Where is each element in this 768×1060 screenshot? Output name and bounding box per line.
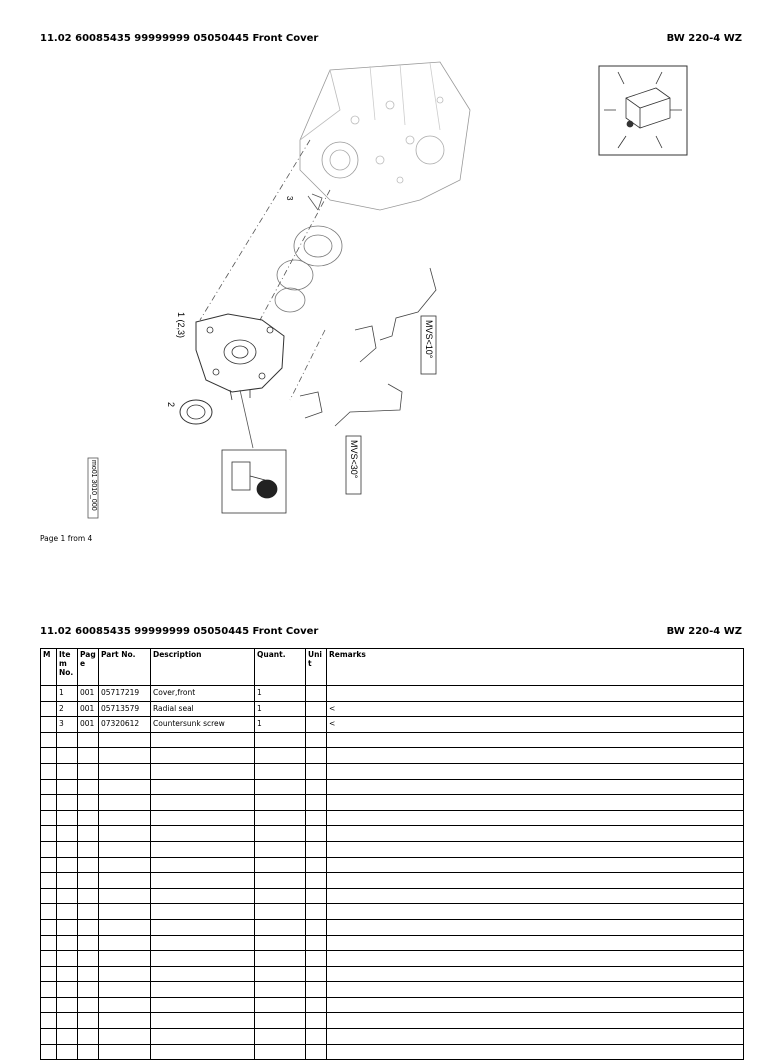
empty-cell xyxy=(57,795,78,811)
empty-cell xyxy=(99,888,151,904)
empty-cell xyxy=(255,904,306,920)
empty-cell xyxy=(57,826,78,842)
col-header-page: Pag e xyxy=(78,649,99,686)
parts-table xyxy=(40,648,744,1060)
empty-cell xyxy=(41,763,57,779)
page-title-2: 11.02 60085435 99999999 05050445 Front Cover xyxy=(40,626,319,637)
empty-cell xyxy=(57,748,78,764)
empty-cell xyxy=(327,966,744,982)
callout-1: 1 (2,3) xyxy=(176,312,186,339)
empty-cell xyxy=(78,763,99,779)
cell-part-no: 05713579 xyxy=(99,701,151,717)
empty-table-row xyxy=(41,857,744,873)
empty-cell xyxy=(306,888,327,904)
empty-cell xyxy=(151,732,255,748)
empty-cell xyxy=(306,982,327,998)
empty-cell xyxy=(327,1013,744,1029)
empty-cell xyxy=(41,779,57,795)
empty-cell xyxy=(327,997,744,1013)
empty-cell xyxy=(255,748,306,764)
empty-cell xyxy=(255,1013,306,1029)
empty-cell xyxy=(151,997,255,1013)
empty-cell xyxy=(78,888,99,904)
empty-cell xyxy=(41,857,57,873)
empty-cell xyxy=(57,951,78,967)
cell-item-no: 2 xyxy=(57,701,78,717)
table-row xyxy=(41,701,744,717)
empty-cell xyxy=(41,997,57,1013)
empty-cell xyxy=(57,810,78,826)
empty-cell xyxy=(78,951,99,967)
empty-cell xyxy=(151,982,255,998)
empty-cell xyxy=(99,873,151,889)
empty-cell xyxy=(78,1044,99,1060)
empty-cell xyxy=(41,1044,57,1060)
empty-cell xyxy=(151,1029,255,1045)
empty-cell xyxy=(306,919,327,935)
empty-cell xyxy=(57,763,78,779)
empty-cell xyxy=(306,826,327,842)
empty-cell xyxy=(99,763,151,779)
col-header-m: M xyxy=(41,649,57,686)
empty-cell xyxy=(57,997,78,1013)
empty-cell xyxy=(151,779,255,795)
empty-cell xyxy=(327,1029,744,1045)
empty-cell xyxy=(327,904,744,920)
empty-cell xyxy=(255,826,306,842)
empty-cell xyxy=(306,1013,327,1029)
empty-cell xyxy=(99,841,151,857)
empty-cell xyxy=(78,904,99,920)
empty-cell xyxy=(151,873,255,889)
empty-cell xyxy=(99,795,151,811)
cell-item-no: 3 xyxy=(57,717,78,733)
empty-cell xyxy=(78,1029,99,1045)
empty-cell xyxy=(255,888,306,904)
empty-cell xyxy=(255,763,306,779)
empty-cell xyxy=(306,857,327,873)
empty-table-row xyxy=(41,982,744,998)
empty-cell xyxy=(99,997,151,1013)
empty-cell xyxy=(78,732,99,748)
empty-table-row xyxy=(41,795,744,811)
cell-item-no: 1 xyxy=(57,686,78,702)
empty-cell xyxy=(41,795,57,811)
cell-remarks: < xyxy=(327,701,744,717)
cell-m xyxy=(41,686,57,702)
empty-cell xyxy=(41,841,57,857)
empty-cell xyxy=(151,1044,255,1060)
empty-cell xyxy=(255,795,306,811)
table-row xyxy=(41,686,744,702)
empty-cell xyxy=(255,997,306,1013)
empty-cell xyxy=(306,951,327,967)
empty-cell xyxy=(151,748,255,764)
label-mvs-10: MVS<10° xyxy=(424,320,434,359)
cell-quantity: 1 xyxy=(255,701,306,717)
cell-remarks: < xyxy=(327,717,744,733)
empty-cell xyxy=(99,857,151,873)
empty-cell xyxy=(99,732,151,748)
col-header-description: Description xyxy=(151,649,255,686)
empty-table-row xyxy=(41,935,744,951)
table-header-row xyxy=(41,649,744,686)
empty-cell xyxy=(78,966,99,982)
empty-cell xyxy=(151,919,255,935)
cell-part-no: 05717219 xyxy=(99,686,151,702)
cell-part-no: 07320612 xyxy=(99,717,151,733)
label-mvs-30: MVS<30° xyxy=(349,440,359,479)
empty-cell xyxy=(57,873,78,889)
empty-cell xyxy=(306,779,327,795)
empty-table-row xyxy=(41,732,744,748)
empty-cell xyxy=(57,857,78,873)
empty-cell xyxy=(327,779,744,795)
empty-cell xyxy=(255,935,306,951)
empty-cell xyxy=(255,873,306,889)
cell-quantity: 1 xyxy=(255,686,306,702)
empty-cell xyxy=(78,826,99,842)
empty-cell xyxy=(327,919,744,935)
empty-table-row xyxy=(41,779,744,795)
empty-cell xyxy=(41,904,57,920)
empty-cell xyxy=(151,1013,255,1029)
callout-3: 3 xyxy=(285,196,294,201)
empty-cell xyxy=(78,748,99,764)
empty-cell xyxy=(306,873,327,889)
empty-table-row xyxy=(41,763,744,779)
empty-cell xyxy=(306,904,327,920)
drawing-id: mo01 3010_000 xyxy=(90,460,97,511)
page-header-2 xyxy=(40,626,742,637)
empty-cell xyxy=(78,841,99,857)
callout-2: 2 xyxy=(166,402,176,408)
empty-cell xyxy=(57,1029,78,1045)
empty-cell xyxy=(255,857,306,873)
empty-cell xyxy=(57,982,78,998)
empty-table-row xyxy=(41,873,744,889)
empty-cell xyxy=(99,935,151,951)
empty-cell xyxy=(327,857,744,873)
empty-cell xyxy=(327,763,744,779)
empty-cell xyxy=(151,810,255,826)
empty-cell xyxy=(306,810,327,826)
empty-cell xyxy=(327,982,744,998)
empty-cell xyxy=(255,919,306,935)
empty-cell xyxy=(327,795,744,811)
page-title: 11.02 60085435 99999999 05050445 Front Cover xyxy=(40,33,319,44)
empty-cell xyxy=(327,810,744,826)
empty-cell xyxy=(78,997,99,1013)
empty-cell xyxy=(306,763,327,779)
cell-quantity: 1 xyxy=(255,717,306,733)
empty-cell xyxy=(99,748,151,764)
empty-cell xyxy=(57,904,78,920)
empty-cell xyxy=(41,919,57,935)
cell-unit xyxy=(306,701,327,717)
empty-cell xyxy=(151,763,255,779)
empty-cell xyxy=(78,1013,99,1029)
empty-cell xyxy=(99,826,151,842)
empty-cell xyxy=(78,935,99,951)
empty-cell xyxy=(255,1044,306,1060)
empty-table-row xyxy=(41,826,744,842)
empty-table-row xyxy=(41,841,744,857)
empty-cell xyxy=(255,779,306,795)
empty-cell xyxy=(99,1013,151,1029)
empty-cell xyxy=(41,935,57,951)
empty-cell xyxy=(57,732,78,748)
empty-cell xyxy=(306,748,327,764)
empty-cell xyxy=(327,841,744,857)
empty-cell xyxy=(306,732,327,748)
empty-cell xyxy=(327,935,744,951)
col-header-quantity: Quant. xyxy=(255,649,306,686)
cell-m xyxy=(41,701,57,717)
empty-cell xyxy=(151,951,255,967)
empty-cell xyxy=(41,732,57,748)
empty-cell xyxy=(99,779,151,795)
cell-page: 001 xyxy=(78,686,99,702)
empty-cell xyxy=(41,888,57,904)
empty-cell xyxy=(57,841,78,857)
empty-table-row xyxy=(41,966,744,982)
empty-cell xyxy=(327,732,744,748)
empty-table-row xyxy=(41,904,744,920)
empty-cell xyxy=(99,951,151,967)
empty-table-row xyxy=(41,810,744,826)
empty-cell xyxy=(41,748,57,764)
empty-cell xyxy=(57,935,78,951)
empty-table-row xyxy=(41,888,744,904)
cell-unit xyxy=(306,686,327,702)
empty-cell xyxy=(41,826,57,842)
empty-cell xyxy=(151,857,255,873)
empty-cell xyxy=(99,904,151,920)
empty-cell xyxy=(78,795,99,811)
empty-cell xyxy=(99,810,151,826)
empty-cell xyxy=(78,810,99,826)
empty-cell xyxy=(306,841,327,857)
cell-remarks xyxy=(327,686,744,702)
empty-cell xyxy=(78,982,99,998)
empty-cell xyxy=(41,810,57,826)
empty-table-row xyxy=(41,748,744,764)
cell-description: Radial seal xyxy=(151,701,255,717)
empty-table-row xyxy=(41,919,744,935)
cell-page: 001 xyxy=(78,717,99,733)
empty-cell xyxy=(327,951,744,967)
empty-cell xyxy=(255,982,306,998)
table-row xyxy=(41,717,744,733)
empty-cell xyxy=(327,1044,744,1060)
empty-cell xyxy=(306,1029,327,1045)
empty-cell xyxy=(41,873,57,889)
empty-cell xyxy=(327,748,744,764)
empty-cell xyxy=(255,951,306,967)
empty-cell xyxy=(78,919,99,935)
empty-cell xyxy=(255,966,306,982)
empty-cell xyxy=(78,779,99,795)
page-number: Page 1 from 4 xyxy=(40,534,93,543)
empty-cell xyxy=(255,1029,306,1045)
col-header-remarks: Remarks xyxy=(327,649,744,686)
empty-cell xyxy=(99,982,151,998)
empty-cell xyxy=(255,841,306,857)
empty-cell xyxy=(99,966,151,982)
empty-cell xyxy=(327,826,744,842)
empty-cell xyxy=(57,966,78,982)
cell-description: Cover,front xyxy=(151,686,255,702)
empty-table-row xyxy=(41,1013,744,1029)
empty-cell xyxy=(327,873,744,889)
model-label: BW 220-4 WZ xyxy=(666,33,742,44)
empty-cell xyxy=(41,982,57,998)
model-label-2: BW 220-4 WZ xyxy=(666,626,742,637)
cell-m xyxy=(41,717,57,733)
empty-table-row xyxy=(41,1029,744,1045)
empty-cell xyxy=(78,857,99,873)
empty-table-row xyxy=(41,997,744,1013)
empty-cell xyxy=(306,1044,327,1060)
empty-cell xyxy=(151,841,255,857)
empty-cell xyxy=(99,1029,151,1045)
empty-cell xyxy=(41,951,57,967)
col-header-item: Ite m No. xyxy=(57,649,78,686)
empty-cell xyxy=(151,966,255,982)
empty-cell xyxy=(57,779,78,795)
empty-cell xyxy=(78,873,99,889)
empty-cell xyxy=(41,1013,57,1029)
cell-page: 001 xyxy=(78,701,99,717)
empty-cell xyxy=(151,826,255,842)
empty-cell xyxy=(306,966,327,982)
empty-cell xyxy=(151,935,255,951)
cell-unit xyxy=(306,717,327,733)
empty-cell xyxy=(255,732,306,748)
col-header-part-no: Part No. xyxy=(99,649,151,686)
empty-cell xyxy=(306,997,327,1013)
empty-cell xyxy=(151,795,255,811)
empty-cell xyxy=(255,810,306,826)
empty-cell xyxy=(99,919,151,935)
empty-cell xyxy=(306,795,327,811)
empty-cell xyxy=(57,919,78,935)
empty-table-row xyxy=(41,951,744,967)
empty-cell xyxy=(151,904,255,920)
empty-cell xyxy=(99,1044,151,1060)
empty-cell xyxy=(57,1013,78,1029)
empty-cell xyxy=(151,888,255,904)
empty-cell xyxy=(57,888,78,904)
empty-cell xyxy=(327,888,744,904)
empty-cell xyxy=(57,1044,78,1060)
empty-cell xyxy=(306,935,327,951)
empty-table-row xyxy=(41,1044,744,1060)
col-header-unit: Uni t xyxy=(306,649,327,686)
empty-cell xyxy=(41,966,57,982)
empty-cell xyxy=(41,1029,57,1045)
cell-description: Countersunk screw xyxy=(151,717,255,733)
